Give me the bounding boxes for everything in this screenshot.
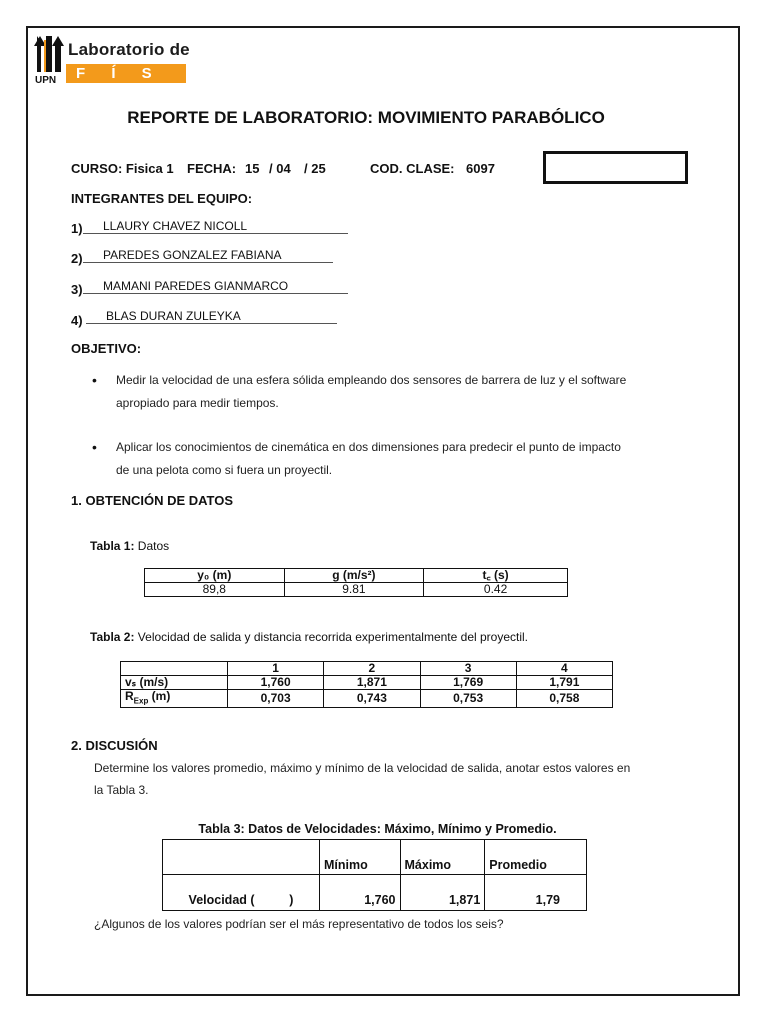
row-label	[121, 690, 228, 708]
member-name: LLAURY CHAVEZ NICOLL	[103, 219, 248, 233]
table-cell[interactable]: 1,871	[400, 875, 485, 911]
upn-logo-icon	[34, 34, 64, 84]
table-caption	[90, 630, 528, 644]
table-caption: Tabla 3: Datos de Velocidades: Máximo, Mínimo y Promedio.	[198, 822, 557, 836]
header-cell	[121, 662, 228, 676]
header-cell: 3	[420, 662, 516, 676]
row-label-sub: Exp	[133, 696, 149, 706]
member-num: 1)	[71, 221, 83, 236]
table-cell[interactable]: 89,8	[145, 583, 285, 597]
code-box[interactable]	[543, 151, 688, 184]
section-heading: 2. DISCUSIÓN	[71, 738, 158, 753]
objetivo-heading: OBJETIVO:	[71, 341, 142, 356]
row-label-tail: (m)	[148, 689, 171, 703]
header-cell: 4	[516, 662, 612, 676]
header-cell: Promedio	[485, 840, 587, 875]
curso-label: CURSO: Fisica 1	[71, 161, 174, 176]
header-cell: g (m/s²)	[284, 569, 424, 583]
page-title: REPORTE DE LABORATORIO: MOVIMIENTO PARABÓLICO	[127, 108, 605, 127]
member-name-field[interactable]	[83, 220, 348, 234]
table-cell[interactable]: 1,79	[485, 875, 587, 911]
question-text: ¿Algunos de los valores podrían ser el más representativo de todos los seis?	[94, 917, 504, 931]
row-label: Velocidad ( )	[163, 875, 320, 911]
table-cell[interactable]: 1,769	[420, 676, 516, 690]
row-label-main: R	[125, 689, 134, 703]
member-num: 4)	[71, 313, 83, 328]
member-name-field[interactable]	[86, 310, 337, 324]
team-heading: INTEGRANTES DEL EQUIPO:	[71, 191, 253, 206]
header-cell: 2	[324, 662, 420, 676]
fecha-label: FECHA:	[187, 161, 237, 176]
logo-brand: UPN	[35, 75, 57, 84]
table-row	[163, 875, 587, 911]
section-heading: 1. OBTENCIÓN DE DATOS	[71, 493, 234, 508]
bullet-icon: •	[92, 372, 97, 388]
fecha-month: / 04	[269, 161, 291, 176]
cod-clase-value: 6097	[466, 161, 495, 176]
header-cell	[163, 840, 320, 875]
objetivo-bullet-line: Aplicar los conocimientos de cinemática en dos dimensiones para predecir el punto de impacto	[116, 440, 621, 454]
header-cell: t꜀ (s)	[424, 569, 568, 583]
caption-text: Datos	[134, 539, 170, 553]
cod-clase-label: COD. CLASE:	[370, 161, 455, 176]
table-cell[interactable]: 1,760	[320, 875, 401, 911]
table-cell[interactable]: 0,758	[516, 690, 612, 708]
member-num: 3)	[71, 282, 83, 297]
caption-label: Tabla 1:	[90, 539, 135, 553]
caption-text: Velocidad de salida y distancia recorrida experimentalmente del proyectil.	[134, 630, 529, 644]
objetivo-bullet-line: Medir la velocidad de una esfera sólida empleando dos sensores de barrera de luz y el software	[116, 373, 627, 387]
discussion-text-line: la Tabla 3.	[94, 783, 149, 797]
table-cell[interactable]: 0,703	[228, 690, 324, 708]
discussion-text-line: Determine los valores promedio, máximo y mínimo de la velocidad de salida, anotar estos valores en	[94, 761, 631, 775]
member-name: BLAS DURAN ZULEYKA	[106, 309, 241, 323]
table-cell[interactable]: 1,760	[228, 676, 324, 690]
objetivo-bullet-line: de una pelota como si fuera un proyectil.	[116, 463, 333, 477]
table-header-row	[121, 662, 613, 676]
header-cell: y₀ (m)	[145, 569, 285, 583]
fecha-day: 15	[245, 161, 260, 176]
table-header-row	[163, 840, 587, 875]
row-label: vₛ (m/s)	[121, 676, 228, 690]
table-header-row	[145, 569, 568, 583]
table-caption	[90, 539, 169, 553]
caption-label: Tabla 2:	[90, 630, 135, 644]
bullet-icon: •	[92, 439, 97, 455]
table-row	[145, 583, 568, 597]
table-cell[interactable]: 0,743	[324, 690, 420, 708]
fecha-year: / 25	[304, 161, 326, 176]
table-cell[interactable]: 1,871	[324, 676, 420, 690]
logo-fisica-text: F Í S I C A	[76, 65, 165, 101]
header-cell: 1	[228, 662, 324, 676]
table-row	[121, 676, 613, 690]
table-cell[interactable]: 0,753	[420, 690, 516, 708]
table-row	[121, 690, 613, 708]
member-name: PAREDES GONZALEZ FABIANA	[103, 248, 282, 262]
member-name: MAMANI PAREDES GIANMARCO	[103, 279, 289, 293]
logo-title: Laboratorio de	[68, 40, 190, 59]
member-name-field[interactable]	[83, 249, 333, 263]
logo-fisica-bar	[66, 64, 186, 101]
member-name-field[interactable]	[83, 280, 348, 294]
header-cell: Mínimo	[320, 840, 401, 875]
member-num: 2)	[71, 251, 83, 266]
table-cell[interactable]: 1,791	[516, 676, 612, 690]
table-2	[120, 661, 613, 708]
header-cell: Máximo	[400, 840, 485, 875]
table-cell[interactable]: 9.81	[284, 583, 424, 597]
table-3	[162, 839, 587, 911]
objetivo-bullet-line: apropiado para medir tiempos.	[116, 396, 279, 410]
table-1	[144, 568, 568, 597]
table-cell[interactable]: 0.42	[424, 583, 568, 597]
